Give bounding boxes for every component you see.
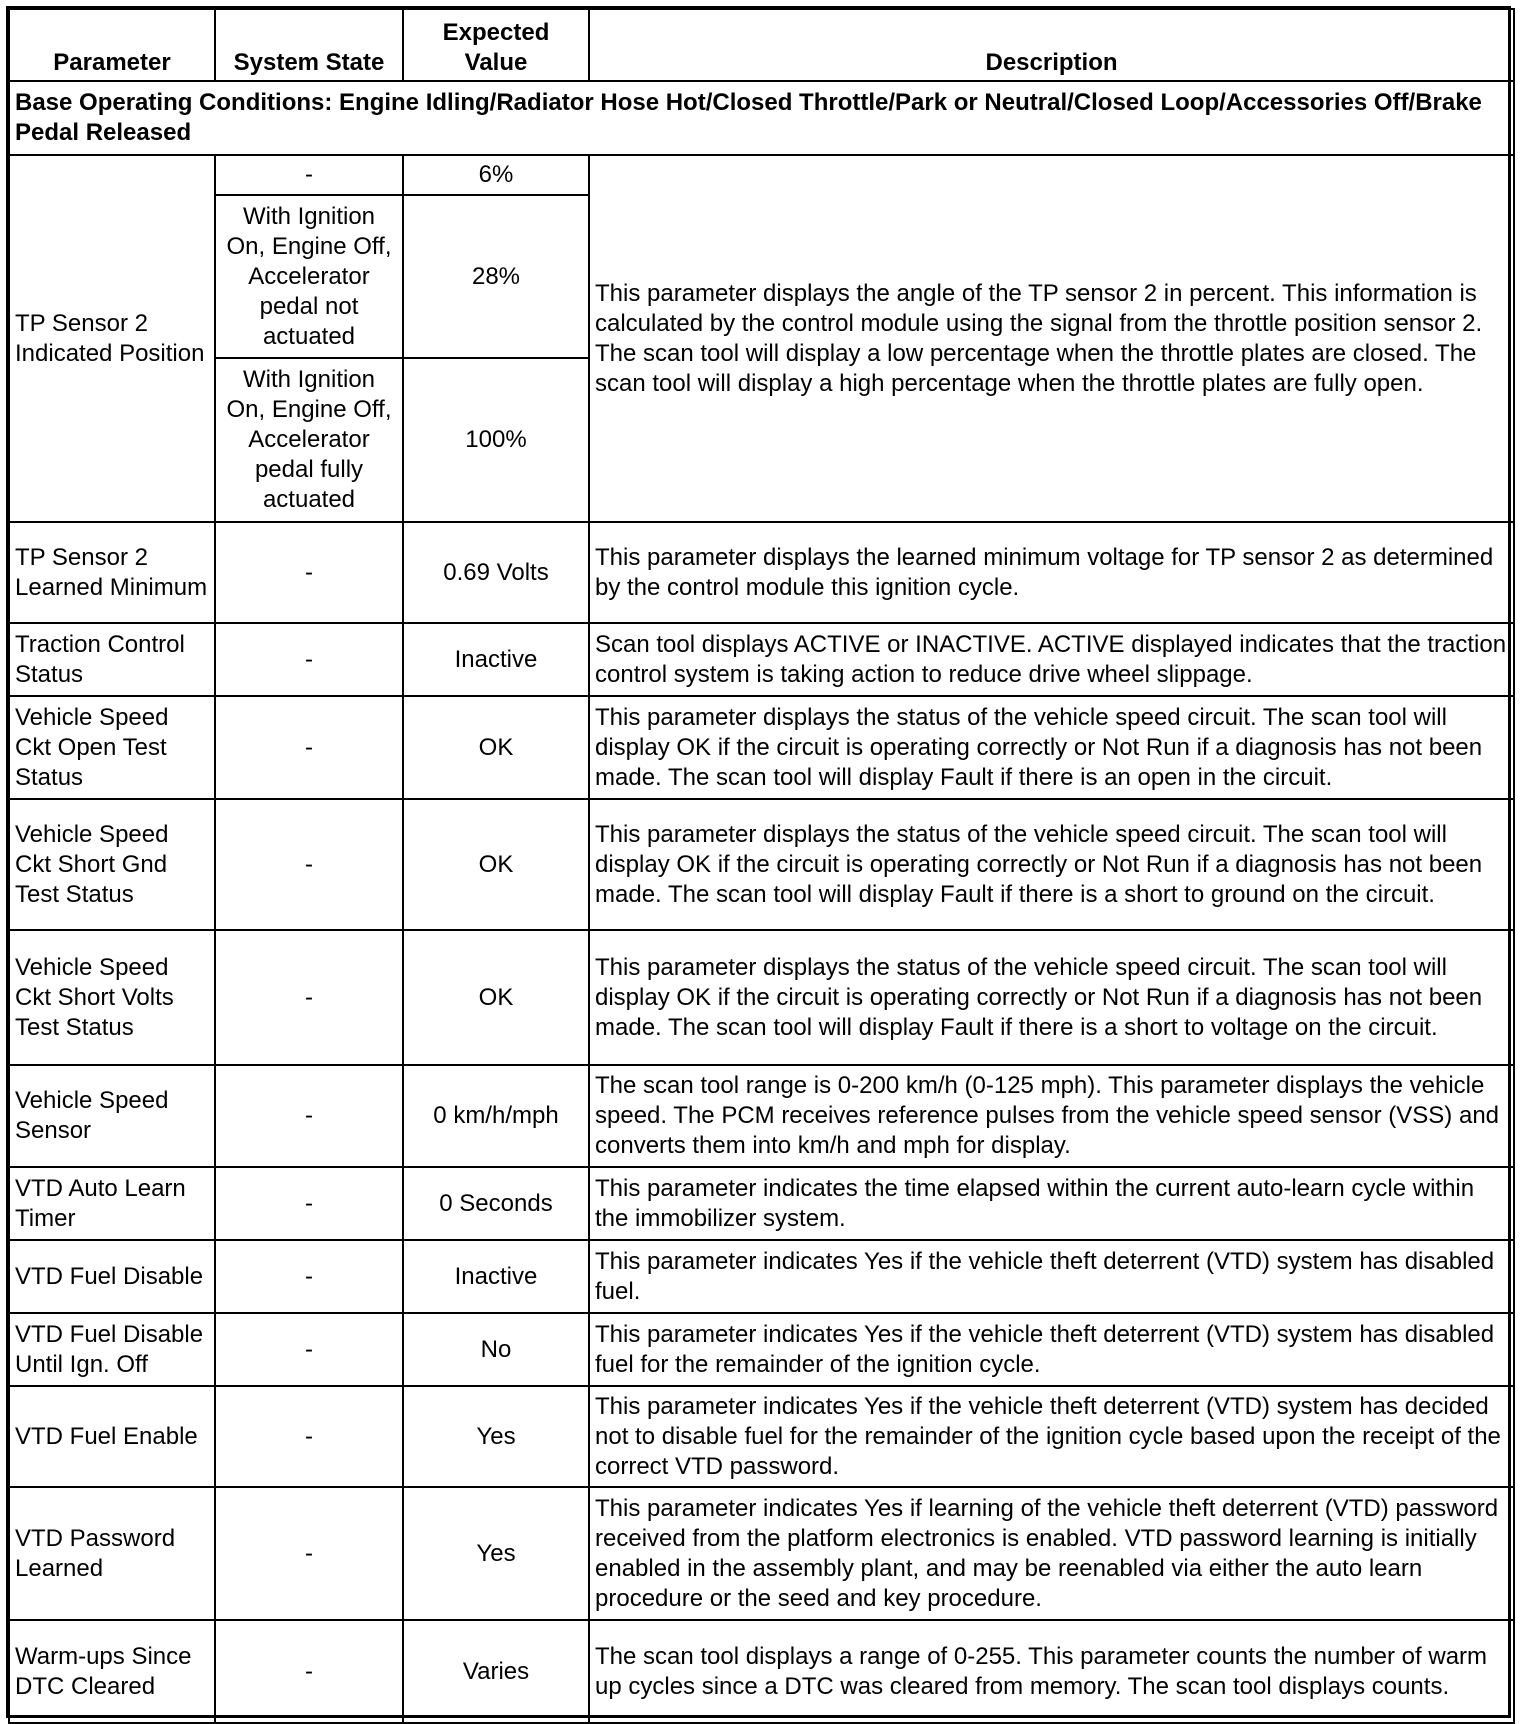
system-state-cell: - bbox=[215, 522, 403, 623]
header-row bbox=[9, 9, 1514, 81]
table-row bbox=[9, 1313, 1514, 1386]
header-expected-value: Expected Value bbox=[403, 9, 589, 81]
system-state-cell: - bbox=[215, 1167, 403, 1240]
system-state-cell: - bbox=[215, 1065, 403, 1167]
expected-value-cell: 100% bbox=[403, 358, 589, 522]
expected-value-cell: Inactive bbox=[403, 1240, 589, 1313]
table-row bbox=[9, 1240, 1514, 1313]
system-state-cell: - bbox=[215, 799, 403, 930]
description-cell: This parameter indicates Yes if the vehicle theft deterrent (VTD) system has disabled fuel. bbox=[589, 1240, 1514, 1313]
system-state-cell: - bbox=[215, 1620, 403, 1723]
parameter-cell: VTD Fuel Disable bbox=[9, 1240, 215, 1313]
parameter-cell: Vehicle Speed Ckt Open Test Status bbox=[9, 696, 215, 799]
parameter-cell: Warm-ups Since DTC Cleared bbox=[9, 1620, 215, 1723]
description-cell: This parameter displays the status of the vehicle speed circuit. The scan tool will display OK if the circuit is operating correctly or Not Run if a diagnosis has not been made. The scan tool will display Fault if there is an open in the circuit. bbox=[589, 696, 1514, 799]
table-row bbox=[9, 1487, 1514, 1620]
base-operating-conditions: Base Operating Conditions: Engine Idling/Radiator Hose Hot/Closed Throttle/Park or Neutral/Closed Loop/Accessories Off/Brake Pedal Released bbox=[9, 81, 1514, 155]
table-row bbox=[9, 623, 1514, 696]
system-state-cell: With Ignition On, Engine Off, Accelerator pedal not actuated bbox=[215, 195, 403, 358]
description-cell: The scan tool range is 0-200 km/h (0-125 mph). This parameter displays the vehicle speed. The PCM receives reference pulses from the vehicle speed sensor (VSS) and converts them into km/h and mph for display. bbox=[589, 1065, 1514, 1167]
expected-value-cell: Varies bbox=[403, 1620, 589, 1723]
header-description: Description bbox=[589, 9, 1514, 81]
expected-value-cell: 0 km/h/mph bbox=[403, 1065, 589, 1167]
expected-value-cell: Inactive bbox=[403, 623, 589, 696]
table-row bbox=[9, 155, 1514, 195]
parameter-cell: TP Sensor 2 Learned Minimum bbox=[9, 522, 215, 623]
table-row bbox=[9, 522, 1514, 623]
description-cell: This parameter displays the status of the vehicle speed circuit. The scan tool will display OK if the circuit is operating correctly or Not Run if a diagnosis has not been made. The scan tool will display Fault if there is a short to voltage on the circuit. bbox=[589, 930, 1514, 1065]
system-state-cell: - bbox=[215, 1386, 403, 1487]
parameter-table bbox=[8, 8, 1515, 1724]
expected-value-cell: 28% bbox=[403, 195, 589, 358]
system-state-cell: - bbox=[215, 696, 403, 799]
description-cell: This parameter indicates Yes if the vehicle theft deterrent (VTD) system has decided not to disable fuel for the remainder of the ignition cycle based upon the receipt of the correct VTD password. bbox=[589, 1386, 1514, 1487]
description-cell: This parameter indicates the time elapsed within the current auto-learn cycle within the immobilizer system. bbox=[589, 1167, 1514, 1240]
system-state-cell: - bbox=[215, 930, 403, 1065]
parameter-cell: Vehicle Speed Ckt Short Gnd Test Status bbox=[9, 799, 215, 930]
expected-value-cell: OK bbox=[403, 930, 589, 1065]
expected-value-cell: 0.69 Volts bbox=[403, 522, 589, 623]
system-state-cell: - bbox=[215, 1240, 403, 1313]
parameter-cell: Vehicle Speed Sensor bbox=[9, 1065, 215, 1167]
table-row bbox=[9, 696, 1514, 799]
table-row bbox=[9, 1167, 1514, 1240]
description-cell: This parameter displays the learned minimum voltage for TP sensor 2 as determined by the control module this ignition cycle. bbox=[589, 522, 1514, 623]
table-row bbox=[9, 930, 1514, 1065]
parameter-cell: Traction Control Status bbox=[9, 623, 215, 696]
expected-value-cell: OK bbox=[403, 696, 589, 799]
system-state-cell: - bbox=[215, 1487, 403, 1620]
system-state-cell: - bbox=[215, 1313, 403, 1386]
expected-value-cell: No bbox=[403, 1313, 589, 1386]
table-row bbox=[9, 1386, 1514, 1487]
parameter-cell: VTD Fuel Enable bbox=[9, 1386, 215, 1487]
description-cell: This parameter indicates Yes if the vehicle theft deterrent (VTD) system has disabled fuel for the remainder of the ignition cycle. bbox=[589, 1313, 1514, 1386]
description-cell: This parameter displays the status of the vehicle speed circuit. The scan tool will display OK if the circuit is operating correctly or Not Run if a diagnosis has not been made. The scan tool will display Fault if there is a short to ground on the circuit. bbox=[589, 799, 1514, 930]
expected-value-cell: Yes bbox=[403, 1487, 589, 1620]
system-state-cell: - bbox=[215, 623, 403, 696]
description-cell: Scan tool displays ACTIVE or INACTIVE. ACTIVE displayed indicates that the traction control system is taking action to reduce drive wheel slippage. bbox=[589, 623, 1514, 696]
parameter-cell: Vehicle Speed Ckt Short Volts Test Status bbox=[9, 930, 215, 1065]
description-cell: This parameter indicates Yes if learning of the vehicle theft deterrent (VTD) password received from the platform electronics is enabled. VTD password learning is initially enabled in the assembly plant, and may be reenabled via either the auto learn procedure or the seed and key procedure. bbox=[589, 1487, 1514, 1620]
system-state-cell: With Ignition On, Engine Off, Accelerator pedal fully actuated bbox=[215, 358, 403, 522]
expected-value-cell: OK bbox=[403, 799, 589, 930]
table-row bbox=[9, 1620, 1514, 1723]
parameter-cell: VTD Auto Learn Timer bbox=[9, 1167, 215, 1240]
banner-row bbox=[9, 81, 1514, 155]
header-system-state: System State bbox=[215, 9, 403, 81]
expected-value-cell: 6% bbox=[403, 155, 589, 195]
parameter-cell: VTD Password Learned bbox=[9, 1487, 215, 1620]
header-parameter: Parameter bbox=[9, 9, 215, 81]
expected-value-cell: Yes bbox=[403, 1386, 589, 1487]
description-cell: This parameter displays the angle of the TP sensor 2 in percent. This information is calculated by the control module using the signal from the throttle position sensor 2. The scan tool will display a low percentage when the throttle plates are closed. The scan tool will display a high percentage when the throttle plates are fully open. bbox=[589, 155, 1514, 522]
system-state-cell: - bbox=[215, 155, 403, 195]
parameter-cell: VTD Fuel Disable Until Ign. Off bbox=[9, 1313, 215, 1386]
expected-value-cell: 0 Seconds bbox=[403, 1167, 589, 1240]
table-row bbox=[9, 799, 1514, 930]
table-row bbox=[9, 1065, 1514, 1167]
parameter-cell: TP Sensor 2 Indicated Position bbox=[9, 155, 215, 522]
description-cell: The scan tool displays a range of 0-255. This parameter counts the number of warm up cycles since a DTC was cleared from memory. The scan tool displays counts. bbox=[589, 1620, 1514, 1723]
